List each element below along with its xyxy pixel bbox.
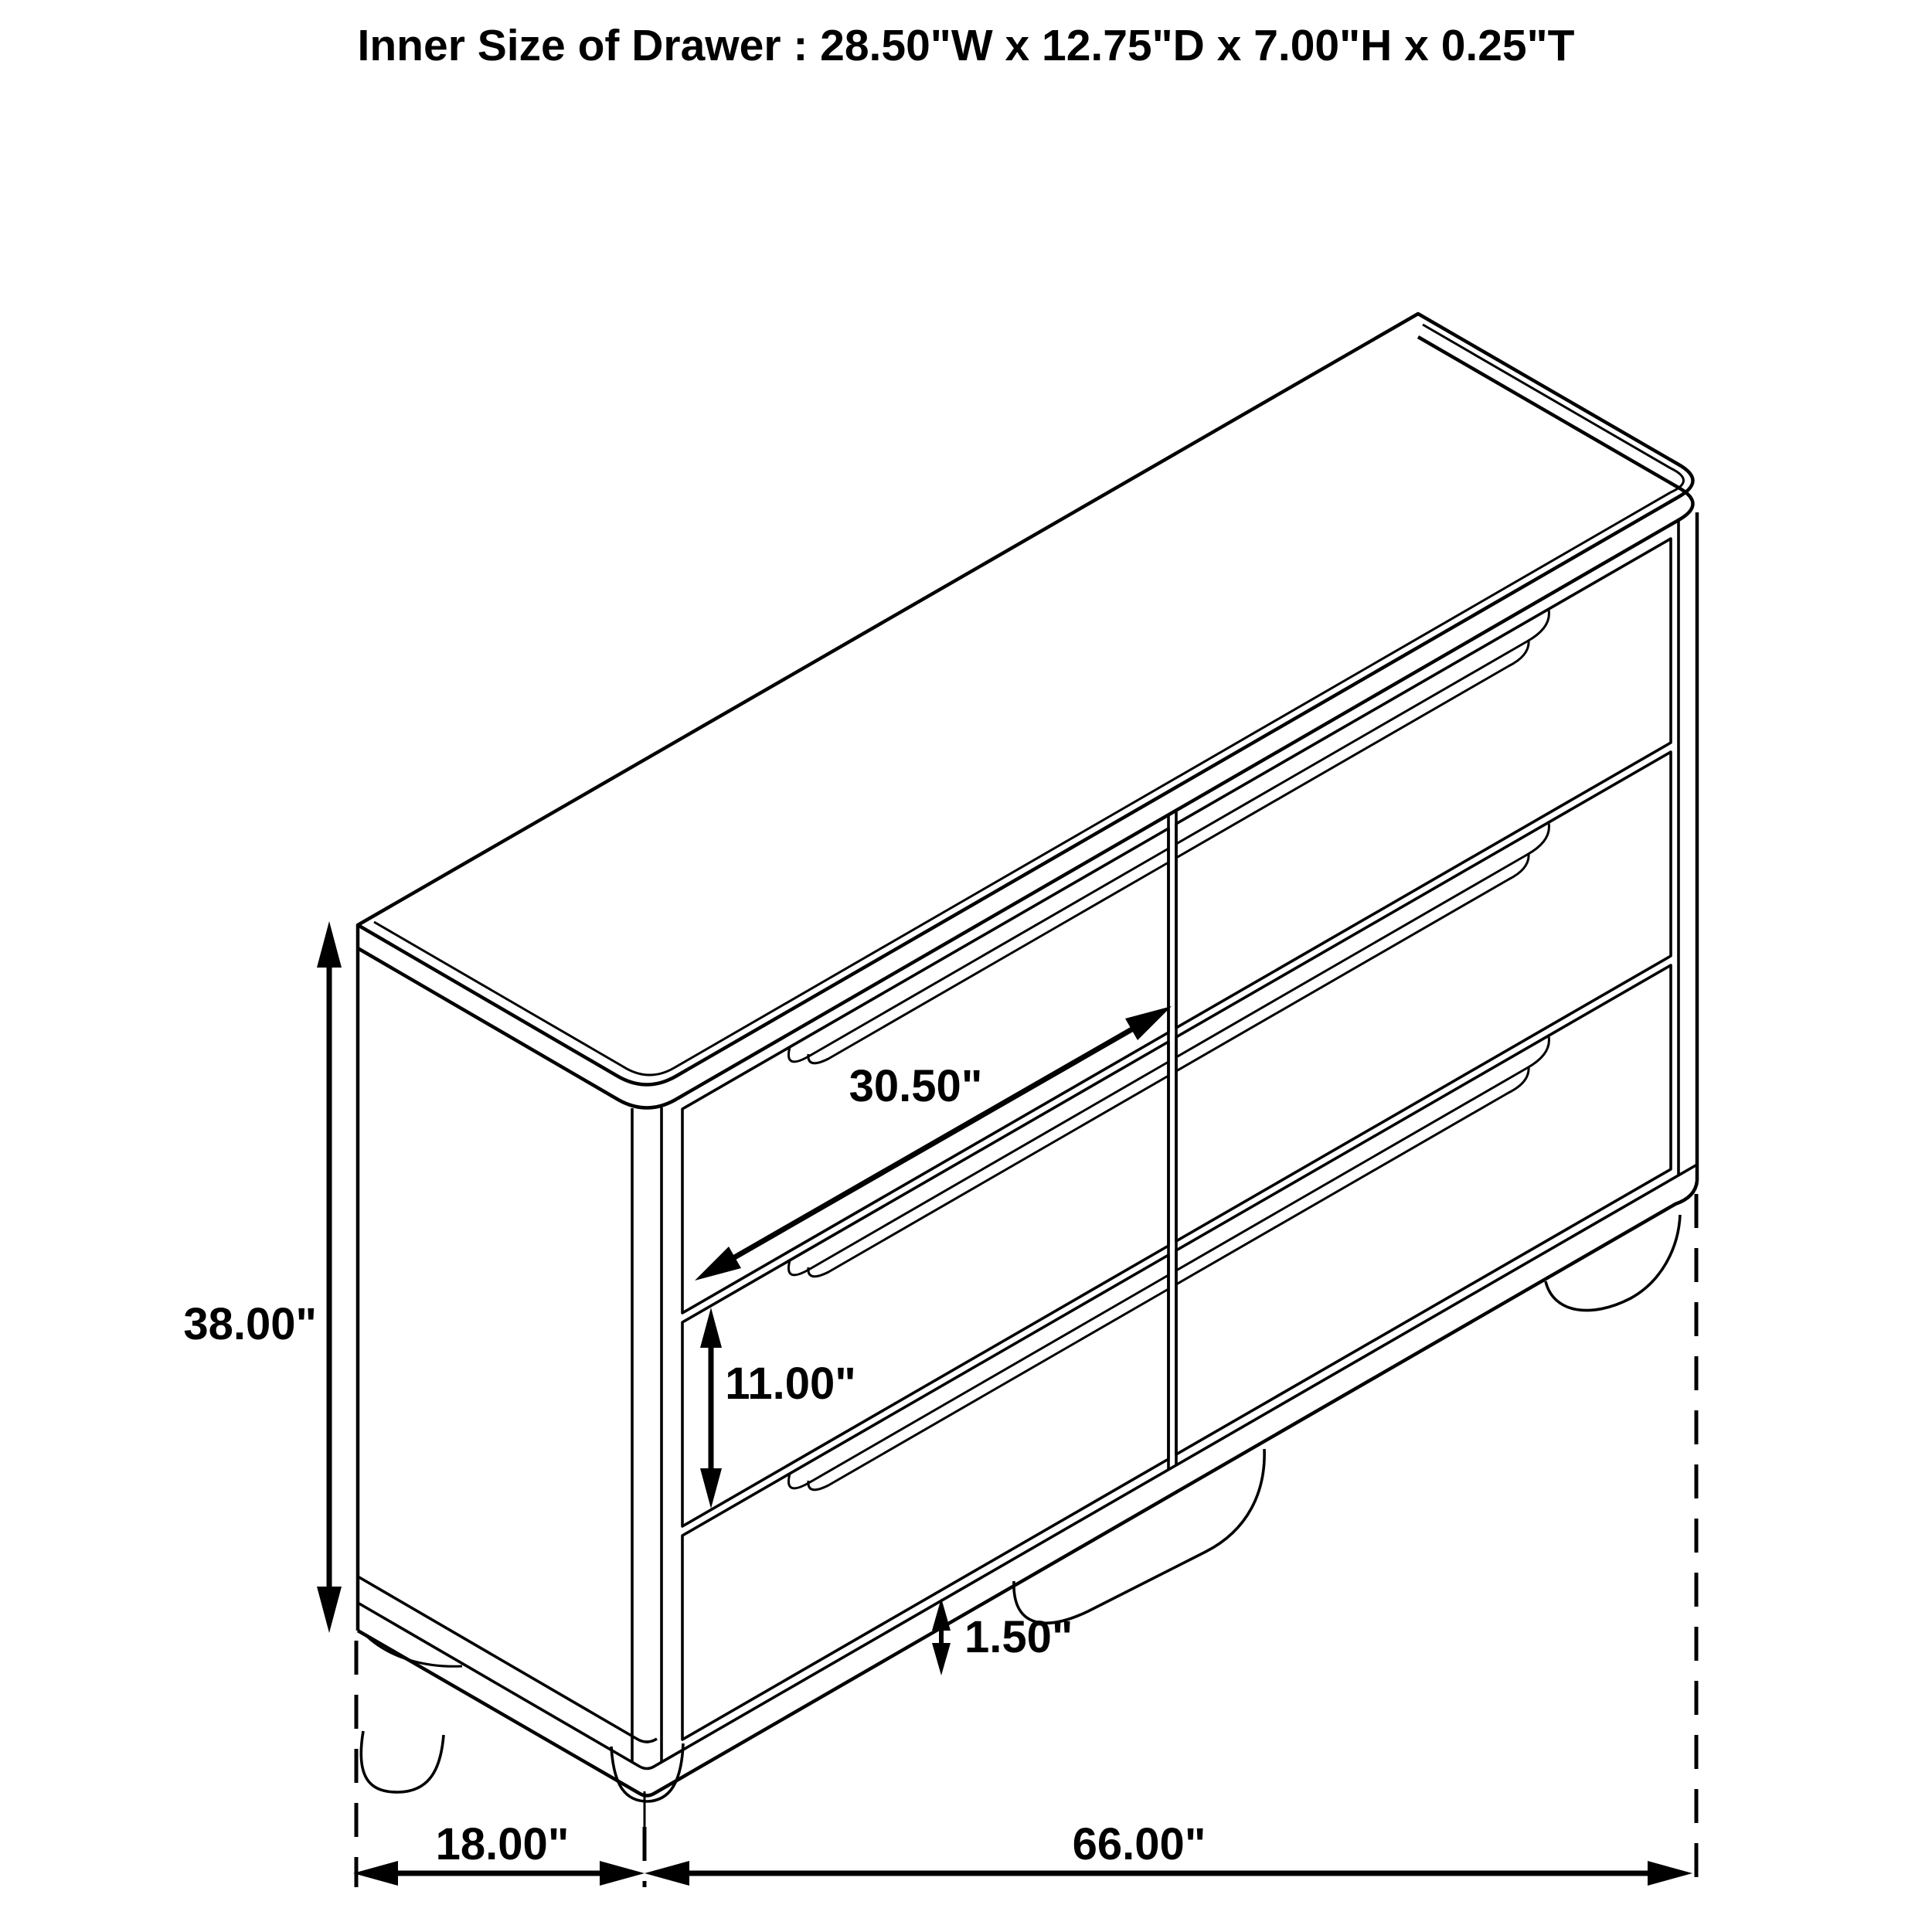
bottom-edge [358,1181,1697,1796]
drawer-height-arrowhead-bottom [700,1468,722,1509]
top-panel [358,314,1693,1108]
dimension-width [645,1819,1692,1886]
groove-right-bottom-outer [1176,1036,1549,1270]
groove-right-middle-inner [1176,853,1529,1071]
width-arrowhead-left [645,1861,689,1886]
front-left-foot [611,1743,683,1801]
depth-arrowhead-right [600,1861,645,1886]
back-left-foot [361,1731,444,1792]
drawer-fronts [682,539,1671,1740]
drawer-front-left-middle [682,1042,1168,1526]
drawer-front-right-middle [1176,752,1671,1241]
drawer-height-dimension-label: 11.00" [725,1359,856,1409]
height-dimension-label: 38.00" [183,1299,317,1349]
depth-dimension-label: 18.00" [435,1819,570,1869]
height-arrowhead-bottom [317,1587,342,1633]
dimension-overall-height [183,921,342,1633]
drawer-front-left-bottom [682,1255,1168,1740]
drawer-height-arrowhead-top [700,1308,722,1348]
groove-left-top-outer [788,849,1168,1062]
drawer-width-dimension-label: 30.50" [849,1061,983,1111]
height-arrowhead-top [317,921,342,968]
top-panel-band-bottom [358,337,1693,1108]
top-panel-roundover-line [374,325,1684,1075]
base-top-line [358,1165,1697,1769]
cabinet-body [358,512,1697,1796]
drawer-front-right-bottom [1176,965,1671,1454]
groove-right-bottom-inner [1176,1066,1529,1284]
groove-left-bottom-inner [808,1289,1168,1490]
diagram-title: Inner Size of Drawer : 28.50"W x 12.75"D x 7.00"H x 0.25"T [357,21,1575,70]
groove-right-top-inner [1176,640,1529,858]
dimension-depth [353,1819,645,1886]
feet [361,1215,1680,1801]
depth-arrowhead-left [353,1861,398,1886]
base-height-arrowhead-bottom [932,1643,951,1675]
drawer-width-arrowhead-left [695,1247,741,1281]
dresser-drawing [358,314,1697,1801]
dimension-drawer-height [700,1308,856,1509]
base-height-dimension-label: 1.50" [964,1612,1073,1662]
groove-left-top-inner [808,862,1168,1063]
drawer-front-right-top [1176,539,1671,1028]
width-arrowhead-right [1648,1861,1692,1886]
top-panel-outline [358,314,1693,1085]
dimension-base-height [932,1598,1073,1675]
back-left-foot-arc [364,1634,462,1666]
groove-right-middle-outer [1176,823,1549,1057]
groove-right-top-outer [1176,610,1549,844]
width-dimension-label: 66.00" [1072,1819,1206,1869]
